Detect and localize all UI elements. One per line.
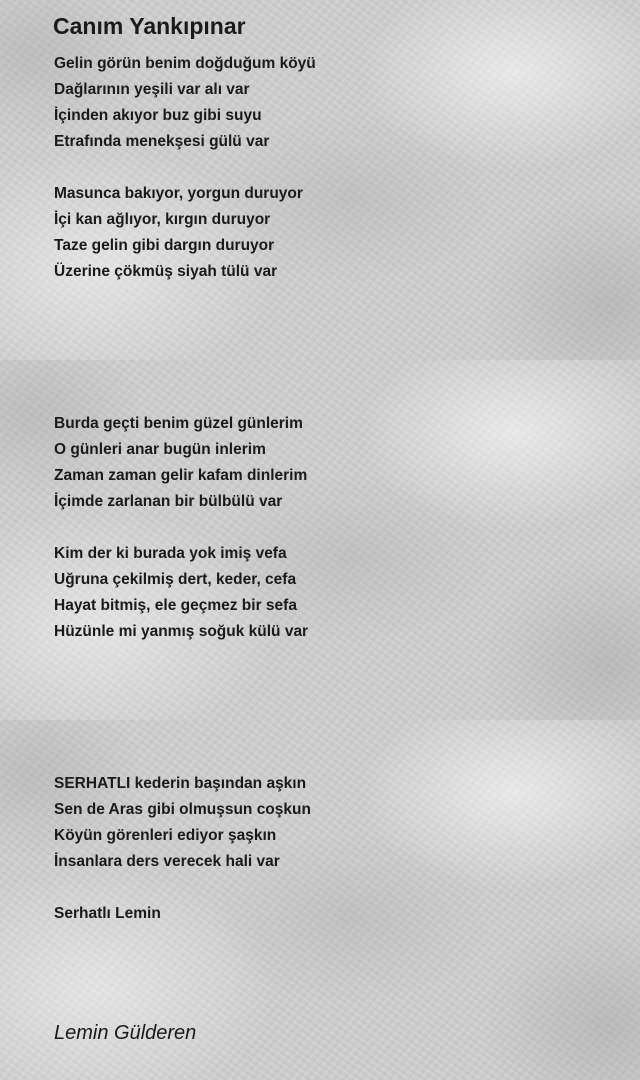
poem-line: İçimde zarlanan bir bülbülü var [54, 493, 283, 510]
stanza-5 [54, 771, 311, 875]
poem-line: Hayat bitmiş, ele geçmez bir sefa [54, 597, 297, 614]
poem-line: Üzerine çökmüş siyah tülü var [54, 263, 278, 280]
poem-line: Masunca bakıyor, yorgun duruyor [54, 185, 303, 202]
poem-line: Köyün görenleri ediyor şaşkın [54, 827, 277, 844]
poem-line: Taze gelin gibi dargın duruyor [54, 237, 275, 254]
stanza-1 [54, 51, 316, 155]
poem-line: O günleri anar bugün inlerim [54, 441, 266, 458]
poem-line: Kim der ki burada yok imiş vefa [54, 545, 287, 562]
poem-line: Sen de Aras gibi olmuşsun coşkun [54, 801, 311, 818]
poem-line: Uğruna çekilmiş dert, keder, cefa [54, 571, 297, 588]
poem-line: Etrafında menekşesi gülü var [54, 133, 270, 150]
poem-line: SERHATLI kederin başından aşkın [54, 775, 307, 792]
stanza-4 [54, 541, 308, 645]
stanza-3 [54, 411, 307, 515]
poem-line: İnsanlara ders verecek hali var [54, 853, 280, 870]
poem-line: Burda geçti benim güzel günlerim [54, 415, 303, 432]
stanza-2 [54, 181, 303, 285]
author-name: Lemin Gülderen [54, 1022, 197, 1044]
signature-block [54, 901, 161, 927]
poem-line: İçinden akıyor buz gibi suyu [54, 107, 262, 124]
poem-line: Gelin görün benim doğduğum köyü [54, 55, 316, 72]
poem-title: Canım Yankıpınar [53, 13, 246, 39]
poem-line: Hüzünle mi yanmış soğuk külü var [54, 623, 309, 640]
poem-line: Zaman zaman gelir kafam dinlerim [54, 467, 308, 484]
poem-signature: Serhatlı Lemin [54, 905, 161, 922]
poem-line: Dağlarının yeşili var alı var [54, 81, 250, 98]
poem-line: İçi kan ağlıyor, kırgın duruyor [54, 211, 271, 228]
